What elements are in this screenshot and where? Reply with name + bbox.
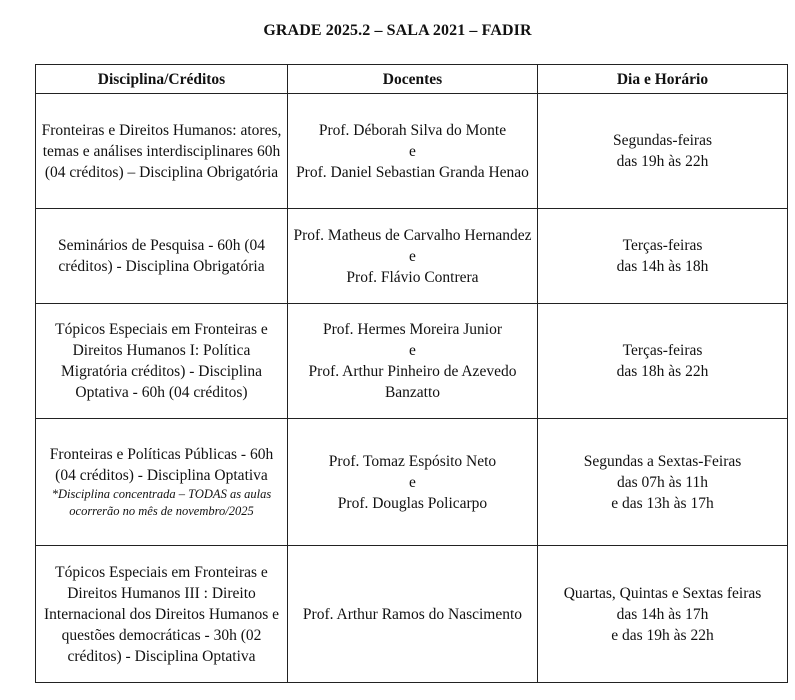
discipline-text: Fronteiras e Direitos Humanos: atores, temas e análises interdisciplinares 60h (04 créditos) – Disciplina Obrigatória [41, 121, 282, 181]
schedule-cell [538, 419, 788, 546]
discipline-note: *Disciplina concentrada – TODAS as aulas ocorrerão no mês de novembro/2025 [51, 487, 272, 518]
teacher-name: Prof. Flávio Contrera [346, 268, 479, 286]
table-row [36, 546, 788, 683]
teacher-name: Prof. Matheus de Carvalho Hernandez [293, 226, 532, 244]
discipline-text: Fronteiras e Políticas Públicas - 60h (04 créditos) - Disciplina Optativa [49, 446, 274, 484]
schedule-line: Segundas a Sextas-Feiras [583, 452, 742, 470]
schedule-line: e das 13h às 17h [611, 494, 714, 512]
teachers-cell [288, 94, 538, 209]
teacher-connector: e [409, 247, 416, 265]
header-teachers: Docentes [288, 65, 538, 94]
teacher-name: Prof. Tomaz Espósito Neto [328, 452, 497, 470]
schedule-line: Terças-feiras [622, 342, 703, 359]
schedule-line: e das 19h às 22h [611, 626, 714, 644]
discipline-text: Seminários de Pesquisa - 60h (04 créditos) - Disciplina Obrigatória [57, 237, 266, 275]
schedule-line: das 07h às 11h [616, 473, 709, 491]
discipline-cell [36, 419, 288, 546]
schedule-cell [538, 304, 788, 419]
schedule-cell [538, 94, 788, 209]
teacher-connector: e [409, 342, 416, 359]
schedule-line: Quartas, Quintas e Sextas feiras [563, 584, 762, 602]
table-row [36, 304, 788, 419]
table-row [36, 94, 788, 209]
schedule-line: das 19h às 22h [616, 153, 709, 170]
discipline-cell [36, 546, 288, 683]
teachers-cell [288, 419, 538, 546]
schedule-table [35, 64, 788, 683]
schedule-line: das 18h às 22h [616, 363, 709, 380]
discipline-text: Tópicos Especiais em Fronteiras e Direitos Humanos III : Direito Internacional dos Direitos Humanos e questões democráticas - 30h (02 créditos) - Disciplina Optativa [43, 563, 280, 665]
teacher-name: Prof. Déborah Silva do Monte [318, 121, 507, 139]
table-header-row [36, 65, 788, 94]
teacher-name: Prof. Arthur Pinheiro de Azevedo Banzatto [308, 363, 517, 401]
schedule-line: Segundas-feiras [613, 132, 712, 149]
table-row [36, 209, 788, 304]
discipline-cell [36, 209, 288, 304]
schedule-line: das 14h às 18h [616, 258, 709, 275]
table-row [36, 419, 788, 546]
header-discipline: Disciplina/Créditos [36, 65, 288, 94]
discipline-text: Tópicos Especiais em Fronteiras e Direitos Humanos I: Política Migratória créditos) - Disciplina Optativa - 60h (04 créditos) [55, 321, 268, 401]
teacher-name: Prof. Douglas Policarpo [337, 494, 488, 512]
teacher-connector: e [409, 142, 416, 160]
teacher-name: Prof. Hermes Moreira Junior [322, 321, 503, 338]
header-schedule: Dia e Horário [538, 65, 788, 94]
teacher-name: Prof. Arthur Ramos do Nascimento [302, 605, 523, 623]
schedule-cell [538, 546, 788, 683]
teachers-cell [288, 209, 538, 304]
discipline-cell [36, 94, 288, 209]
teachers-cell [288, 546, 538, 683]
schedule-cell [538, 209, 788, 304]
discipline-cell [36, 304, 288, 419]
teacher-name: Prof. Daniel Sebastian Granda Henao [296, 163, 529, 181]
teacher-connector: e [409, 473, 416, 491]
page-title: GRADE 2025.2 – SALA 2021 – FADIR [263, 22, 532, 39]
schedule-line: das 14h às 17h [616, 605, 709, 623]
schedule-line: Terças-feiras [622, 237, 703, 254]
teachers-cell [288, 304, 538, 419]
